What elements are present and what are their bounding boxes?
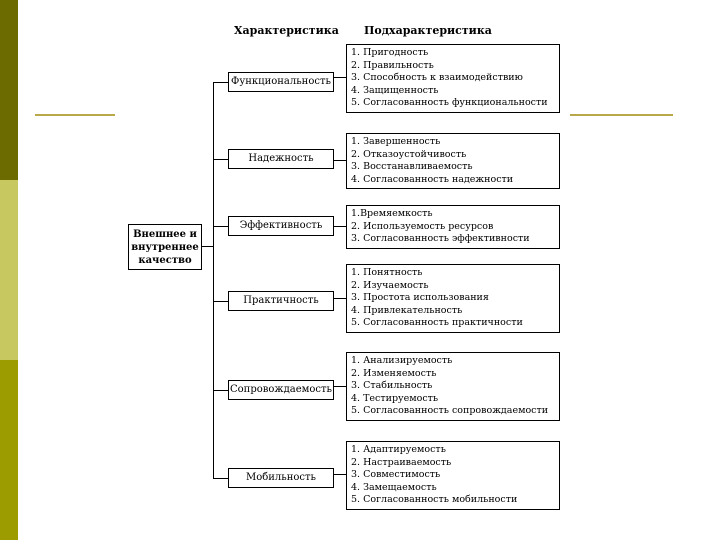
- root-node: Внешнее и внутреннее качество: [128, 224, 202, 270]
- list-item: 2. Используемость ресурсов: [351, 220, 494, 232]
- decor-stripe-bottom: [0, 360, 18, 540]
- characteristic-usability: Практичность: [228, 291, 334, 311]
- connector-sub: [334, 474, 346, 475]
- characteristic-efficiency: Эффективность: [228, 216, 334, 236]
- connector-branch: [213, 390, 228, 391]
- list-item: 3. Восстанавливаемость: [351, 161, 473, 172]
- list-item: 5. Согласованность мобильности: [351, 494, 518, 505]
- list-item: 1. Понятность: [351, 267, 423, 278]
- list-item: 2. Изучаемость: [351, 279, 429, 291]
- subcharacteristics-usability: [346, 264, 560, 333]
- list-item: 4. Замещаемость: [351, 481, 437, 493]
- list-item: 3. Способность к взаимодействию: [351, 72, 523, 83]
- list-item: 3. Согласованность эффективности: [351, 233, 530, 244]
- subcharacteristics-functionality: [346, 44, 560, 113]
- connector-branch: [213, 478, 228, 479]
- list-item: 1. Завершенность: [351, 136, 441, 147]
- list-item: 2. Изменяемость: [351, 367, 437, 379]
- subcharacteristics-efficiency: [346, 205, 560, 249]
- list-item: 1. Пригодность: [351, 47, 429, 58]
- list-item: 1. Адаптируемость: [351, 444, 446, 455]
- connector-sub: [334, 386, 346, 387]
- characteristic-reliability: Надежность: [228, 149, 334, 169]
- subcharacteristics-maintainability: [346, 352, 560, 421]
- characteristic-functionality: Функциональность: [228, 72, 334, 92]
- list-item: 3. Стабильность: [351, 380, 433, 391]
- list-item: 3. Совместимость: [351, 469, 441, 480]
- list-item: 5. Согласованность функциональности: [351, 97, 548, 108]
- header-characteristic: Характеристика: [234, 24, 339, 37]
- connector-sub: [334, 160, 346, 161]
- characteristic-maintainability: Сопровождаемость: [228, 380, 334, 400]
- decor-rule-right: [570, 114, 673, 116]
- list-item: 1. Анализируемость: [351, 355, 453, 366]
- header-subcharacteristic: Подхарактеристика: [364, 24, 492, 37]
- subcharacteristics-portability: [346, 441, 560, 510]
- list-item: 3. Простота использования: [351, 292, 489, 303]
- list-item: 4. Согласованность надежности: [351, 173, 514, 185]
- decor-stripe-top: [0, 0, 18, 180]
- list-item: 4. Защищенность: [351, 84, 439, 96]
- connector-sub: [334, 298, 346, 299]
- connector-branch: [213, 226, 228, 227]
- decor-rule-left: [35, 114, 115, 116]
- characteristic-portability: Мобильность: [228, 468, 334, 488]
- connector-trunk: [213, 82, 214, 479]
- connector-branch: [213, 159, 228, 160]
- list-item: 2. Настраиваемость: [351, 456, 452, 468]
- list-item: 4. Привлекательность: [351, 304, 463, 316]
- list-item: 2. Правильность: [351, 59, 434, 71]
- subcharacteristics-reliability: [346, 133, 560, 189]
- list-item: 5. Согласованность практичности: [351, 317, 523, 328]
- list-item: 1.Времяемкость: [351, 208, 433, 219]
- connector-sub: [334, 226, 346, 227]
- list-item: 5. Согласованность сопровождаемости: [351, 405, 549, 416]
- connector-branch: [213, 82, 228, 83]
- connector-sub: [334, 77, 346, 78]
- connector-branch: [213, 301, 228, 302]
- decor-stripe-middle: [0, 180, 18, 360]
- list-item: 4. Тестируемость: [351, 392, 439, 404]
- list-item: 2. Отказоустойчивость: [351, 148, 467, 160]
